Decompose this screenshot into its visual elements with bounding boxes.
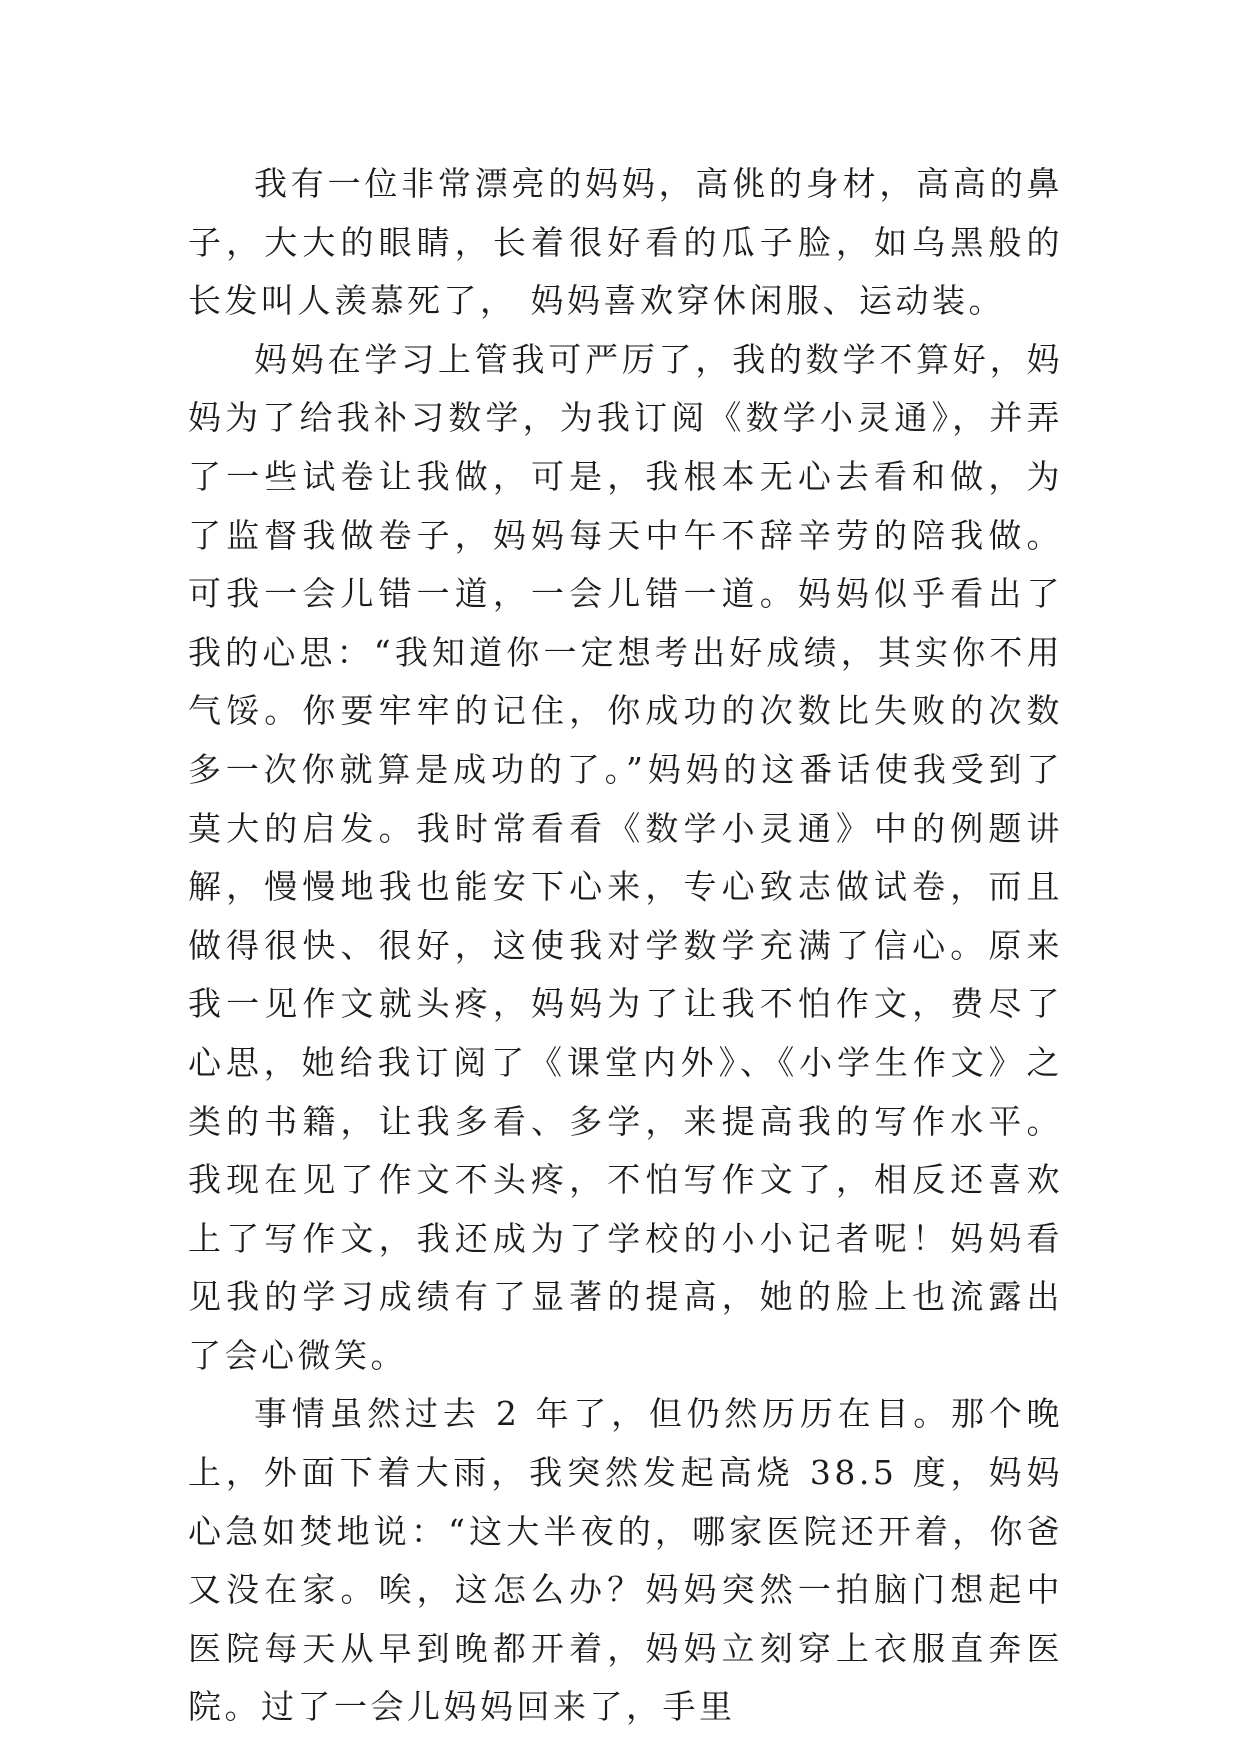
- paragraph-mother-appearance: 我有一位非常漂亮的妈妈，高佻的身材，高高的鼻子，大大的眼睛，长着很好看的瓜子脸，如乌黑般的长发叫人羡慕死了， 妈妈喜欢穿休闲服、运动装。: [188, 164, 1063, 321]
- paragraph-study-help: 妈妈在学习上管我可严厉了，我的数学不算好，妈妈为了给我补习数学，为我订阅《数学小灵通》，并弄了一些试卷让我做，可是，我根本无心去看和做，为了监督我做卷子，妈妈每天中午不辞辛劳的陪我做。可我一会儿错一道，一会儿错一道。妈妈似乎看出了我的心思：“我知道你一定想考出好成绩，其实你不用气馁。你要牢牢的记住，你成功的次数比失败的次数多一次你就算是成功的了。”妈妈的这番话使我受到了莫大的启发。我时常看看《数学小灵通》中的例题讲解，慢慢地我也能安下心来，专心致志做试卷，而且做得很快、很好，这使我对学数学充满了信心。原来我一见作文就头疼，妈妈为了让我不怕作文，费尽了心思，她给我订阅了《课堂内外》、《小学生作文》之类的书籍，让我多看、多学，来提高我的写作水平。我现在见了作文不头疼，不怕写作文了，相反还喜欢上了写作文，我还成为了学校的小小记者呢！妈妈看见我的学习成绩有了显著的提高，她的脸上也流露出了会心微笑。: [188, 339, 1063, 1375]
- essay-body: [188, 155, 1063, 1737]
- paragraph-fever-night: 事情虽然过去 2 年了，但仍然历历在目。那个晚上，外面下着大雨，我突然发起高烧 38.5 度，妈妈心急如焚地说：“这大半夜的，哪家医院还开着，你爸又没在家。唉，这怎么办？妈妈突然一拍脑门想起中医院每天从早到晚都开着，妈妈立刻穿上衣服直奔医院。过了一会儿妈妈回来了，手里: [188, 1394, 1063, 1727]
